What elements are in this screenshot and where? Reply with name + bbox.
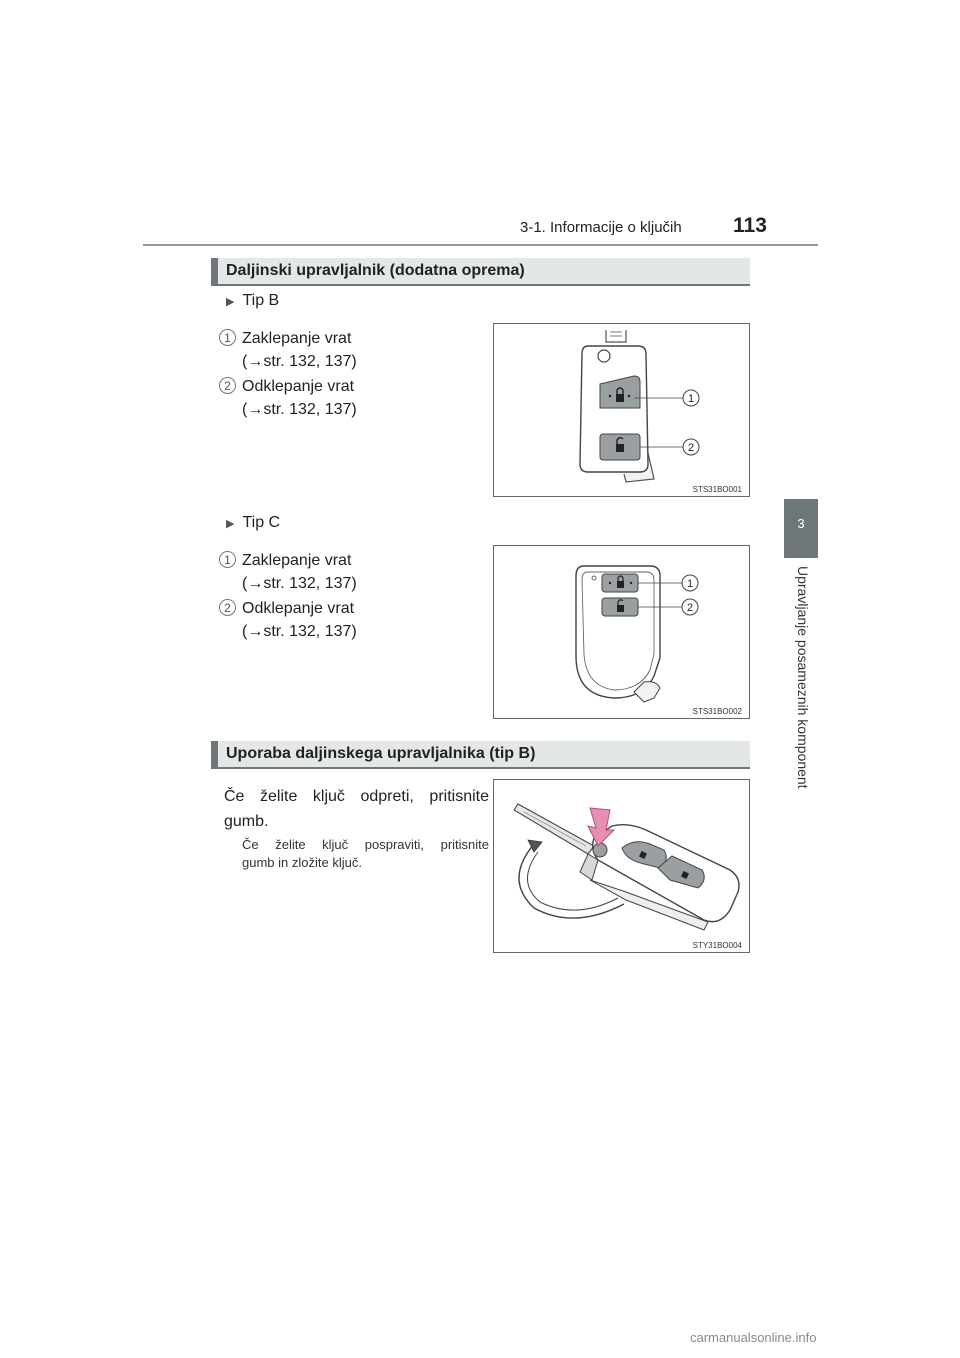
figure-usage	[493, 779, 750, 953]
tip-c-item-1	[242, 549, 357, 595]
figure-tip-c	[493, 545, 750, 719]
header-title: 3-1. Informacije o ključih	[520, 219, 682, 236]
tip-b-item-1	[242, 327, 357, 373]
callout-1: 1	[687, 393, 695, 405]
callout-2: 2	[687, 442, 695, 454]
item-text: Zaklepanje vrat	[242, 552, 352, 569]
section-title-remote: Daljinski upravljalnik (dodatna oprema)	[211, 258, 750, 286]
item-number-circle: 1	[219, 551, 236, 568]
usage-note-line: gumb in zložite ključ.	[242, 855, 362, 870]
tip-b-heading	[226, 292, 279, 310]
item-text: Odklepanje vrat	[242, 600, 355, 617]
triangle-bullet-icon: ▶	[226, 518, 235, 530]
item-text: Odklepanje vrat	[242, 378, 355, 395]
chapter-label: Upravljanje posameznih komponent	[795, 566, 811, 789]
figure-code: STY31BO004	[692, 941, 742, 950]
figure-code: STS31BO002	[692, 707, 742, 716]
usage-text-line: Če želite ključ odpreti, pritisnite	[224, 788, 489, 805]
figure-code: STS31BO001	[692, 485, 742, 494]
tip-c-label: Tip C	[242, 514, 281, 531]
item-reference: (→str. 132, 137)	[242, 353, 357, 370]
item-number-circle: 2	[219, 377, 236, 394]
tip-b-label: Tip B	[242, 292, 280, 309]
chapter-number: 3	[797, 516, 805, 531]
tip-b-item-2	[242, 375, 357, 421]
figure-tip-b	[493, 323, 750, 497]
triangle-bullet-icon: ▶	[226, 296, 235, 308]
callout-2: 2	[686, 602, 694, 614]
usage-note	[242, 836, 489, 872]
usage-note-line: Če želite ključ pospraviti, pritisnite	[242, 837, 489, 852]
item-number-circle: 2	[219, 599, 236, 616]
item-reference: (→str. 132, 137)	[242, 623, 357, 640]
item-number-circle: 1	[219, 329, 236, 346]
page-number: 113	[733, 214, 767, 237]
tip-c-item-2	[242, 597, 357, 643]
usage-text	[224, 784, 489, 809]
callout-1: 1	[686, 578, 694, 590]
section-title-usage: Uporaba daljinskega upravljalnika (tip B)	[211, 741, 750, 769]
key-fob-tip-b-illustration	[494, 324, 749, 496]
header-rule	[143, 244, 818, 246]
item-text: Zaklepanje vrat	[242, 330, 352, 347]
usage-text-line-2: gumb.	[224, 813, 269, 830]
tip-c-heading	[226, 514, 280, 532]
watermark: carmanualsonline.info	[690, 1330, 817, 1345]
item-reference: (→str. 132, 137)	[242, 401, 357, 418]
key-fob-tip-c-illustration	[494, 546, 749, 718]
item-reference: (→str. 132, 137)	[242, 575, 357, 592]
key-unfold-illustration	[494, 780, 749, 952]
